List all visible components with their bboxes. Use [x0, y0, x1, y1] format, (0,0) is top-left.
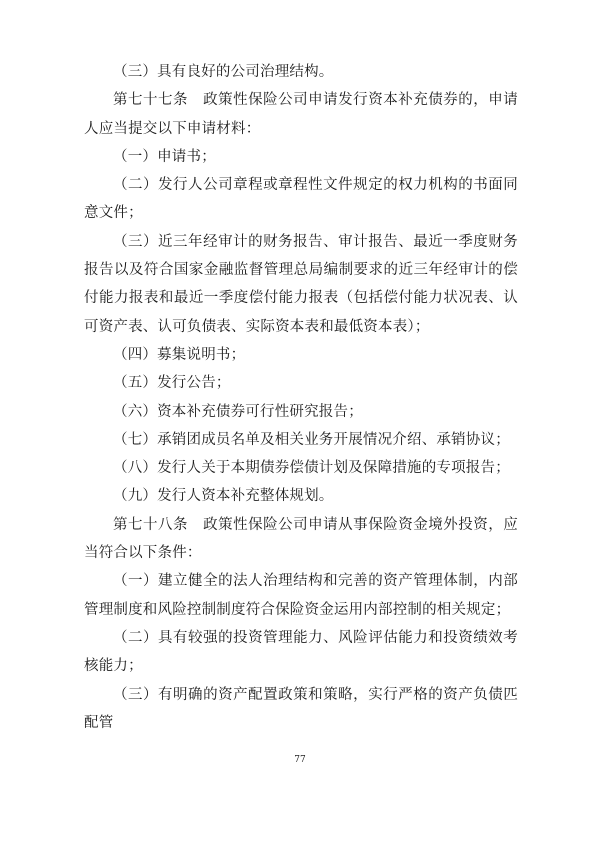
paragraph-governance-systems: （一）建立健全的法人治理结构和完善的资产管理体制，内部管理制度和风险控制制度符合保险资金运用内部控制的相关规定； — [84, 573, 518, 618]
paragraph-issuance-notice: （五）发行公告； — [113, 375, 231, 392]
paragraph-article-78: 第七十八条 政策性保险公司申请从事保险资金境外投资，应当符合以下条件： — [84, 516, 518, 562]
paragraph-prospectus: （四）募集说明书； — [113, 346, 246, 363]
paragraph-governance-structure: （三）具有良好的公司治理结构。 — [113, 64, 334, 80]
paragraph-capital-plan: （九）发行人资本补充整体规划。 — [113, 488, 334, 505]
paragraph-financial-reports: （三）近三年经审计的财务报告、审计报告、最近一季度财务报告以及符合国家金融监督管理总局编制要求的近三年经审计的偿付能力报表和最近一季度偿付能力报表（包括偿付能力状况表、认可资产表、认可负债表、实际资本表和最低资本表）； — [84, 233, 518, 335]
page-number: 77 — [294, 755, 306, 765]
paragraph-feasibility-report: （六）资本补充债券可行性研究报告； — [113, 403, 363, 420]
paragraph-repayment-plan: （八）发行人关于本期债券偿债计划及保障措施的专项报告； — [113, 460, 510, 477]
paragraph-article-77: 第七十七条 政策性保险公司申请发行资本补充债券的，申请人应当提交以下申请材料： — [84, 92, 518, 137]
paragraph-written-consent: （二）发行人公司章程或章程性文件规定的权力机构的书面同意文件； — [84, 177, 518, 222]
paragraph-asset-allocation: （三）有明确的资产配置政策和策略，实行严格的资产负债匹配管 — [84, 686, 518, 731]
body-text — [84, 58, 518, 737]
paragraph-underwriters: （七）承销团成员名单及相关业务开展情况介绍、承销协议； — [113, 431, 510, 448]
paragraph-investment-capability: （二）具有较强的投资管理能力、风险评估能力和投资绩效考核能力； — [84, 629, 518, 675]
paragraph-application-letter: （一）申请书； — [113, 148, 216, 165]
